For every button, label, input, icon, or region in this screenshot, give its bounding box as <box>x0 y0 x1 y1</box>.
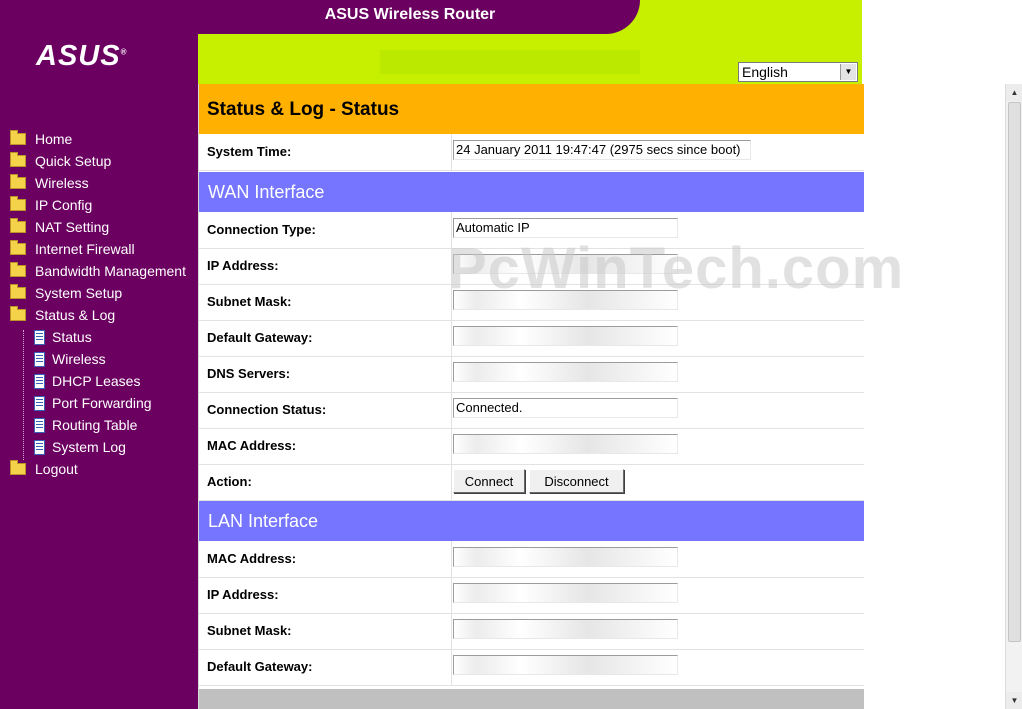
system-time-field[interactable]: 24 January 2011 19:47:47 (2975 secs since boot) <box>453 140 751 160</box>
sidebar-item-bandwidth-management[interactable] <box>10 260 186 282</box>
wan-ip-address-label: IP Address: <box>207 258 279 273</box>
sidebar-item-label: Bandwidth Management <box>35 263 186 279</box>
language-select[interactable] <box>738 62 858 82</box>
sidebar-item-wireless-log[interactable] <box>10 348 186 370</box>
connect-button[interactable]: Connect <box>453 469 525 493</box>
wan-default-gateway-field[interactable] <box>453 326 678 346</box>
sidebar-item-routing-table[interactable] <box>10 414 186 436</box>
sidebar-item-label: Status <box>52 329 92 345</box>
folder-icon <box>10 243 26 255</box>
sidebar-item-system-log[interactable] <box>10 436 186 458</box>
folder-icon <box>10 177 26 189</box>
wan-subnet-mask-label: Subnet Mask: <box>207 294 292 309</box>
banner-title: ASUS Wireless Router <box>324 6 496 23</box>
sidebar-item-label: Quick Setup <box>35 153 112 169</box>
connection-type-field[interactable]: Automatic IP <box>453 218 678 238</box>
sidebar-item-label: NAT Setting <box>35 219 110 235</box>
wan-connection-type-row <box>199 212 864 249</box>
connection-status-label: Connection Status: <box>207 402 327 417</box>
page-icon <box>34 418 45 433</box>
wan-action-row <box>199 464 864 501</box>
lan-ip-address-field[interactable] <box>453 583 678 603</box>
vertical-scrollbar[interactable] <box>1005 84 1022 709</box>
page-title: Status & Log - Status <box>207 99 400 120</box>
folder-icon <box>10 133 26 145</box>
chevron-down-icon[interactable]: ▼ <box>840 64 856 80</box>
lan-mac-address-field[interactable] <box>453 547 678 567</box>
sidebar-item-label: IP Config <box>35 197 93 213</box>
lan-default-gateway-label: Default Gateway: <box>207 659 313 674</box>
sidebar-item-label: System Log <box>52 439 126 455</box>
scroll-up-icon[interactable]: ▲ <box>1006 84 1022 101</box>
wan-default-gateway-label: Default Gateway: <box>207 330 313 345</box>
connection-status-field[interactable]: Connected. <box>453 398 678 418</box>
wan-mac-address-label: MAC Address: <box>207 438 297 453</box>
page-icon <box>34 440 45 455</box>
connection-type-label: Connection Type: <box>207 222 316 237</box>
wan-mac-address-field[interactable] <box>453 434 678 454</box>
wan-ip-address-row <box>199 248 864 285</box>
footer-bar <box>199 689 864 709</box>
sidebar-item-label: System Setup <box>35 285 123 301</box>
wan-subnet-mask-row <box>199 284 864 321</box>
sidebar-item-ip-config[interactable] <box>10 194 186 216</box>
banner-decoration <box>380 50 640 74</box>
sidebar-item-label: Routing Table <box>52 417 138 433</box>
lan-ip-address-row <box>199 577 864 614</box>
scroll-down-icon[interactable]: ▼ <box>1006 692 1022 709</box>
system-time-label: System Time: <box>207 144 292 159</box>
lan-default-gateway-field[interactable] <box>453 655 678 675</box>
asus-logo: ASUS® <box>36 40 128 72</box>
main-content <box>198 84 865 709</box>
sidebar-item-port-forwarding[interactable] <box>10 392 186 414</box>
sidebar-item-label: Port Forwarding <box>52 395 152 411</box>
dns-servers-field[interactable] <box>453 362 678 382</box>
watermark: PcWinTech.com <box>448 236 905 301</box>
sidebar-nav <box>10 128 186 480</box>
page-icon <box>34 352 45 367</box>
system-time-row <box>199 134 864 171</box>
sidebar-item-label: Wireless <box>52 351 106 367</box>
lan-subnet-mask-field[interactable] <box>453 619 678 639</box>
lan-subnet-mask-row <box>199 613 864 650</box>
page-icon <box>34 330 45 345</box>
lan-ip-address-label: IP Address: <box>207 587 279 602</box>
lan-interface-heading: LAN Interface <box>199 501 864 541</box>
dns-servers-label: DNS Servers: <box>207 366 291 381</box>
sidebar-item-home[interactable] <box>10 128 186 150</box>
wan-interface-heading: WAN Interface <box>199 172 864 212</box>
folder-icon <box>10 199 26 211</box>
wan-subnet-mask-field[interactable] <box>453 290 678 310</box>
sidebar-item-label: Home <box>35 131 73 147</box>
sidebar-item-status-log[interactable] <box>10 304 186 326</box>
scrollbar-thumb[interactable] <box>1008 102 1021 642</box>
sidebar-item-label: Internet Firewall <box>35 241 135 257</box>
sidebar-item-internet-firewall[interactable] <box>10 238 186 260</box>
language-selected: English <box>742 64 788 80</box>
lan-subnet-mask-label: Subnet Mask: <box>207 623 292 638</box>
sidebar-item-logout[interactable] <box>10 458 186 480</box>
folder-open-icon <box>10 309 26 321</box>
sidebar-item-label: Logout <box>35 461 78 477</box>
page-icon <box>34 374 45 389</box>
lan-mac-address-label: MAC Address: <box>207 551 297 566</box>
sidebar <box>0 0 198 709</box>
lan-default-gateway-row <box>199 649 864 686</box>
sidebar-item-label: DHCP Leases <box>52 373 141 389</box>
folder-icon <box>10 265 26 277</box>
sidebar-item-label: Wireless <box>35 175 89 191</box>
lan-mac-address-row <box>199 541 864 578</box>
sidebar-item-system-setup[interactable] <box>10 282 186 304</box>
disconnect-button[interactable]: Disconnect <box>529 469 624 493</box>
sidebar-item-quick-setup[interactable] <box>10 150 186 172</box>
folder-icon <box>10 221 26 233</box>
wan-dns-servers-row <box>199 356 864 393</box>
sidebar-item-status[interactable] <box>10 326 186 348</box>
folder-icon <box>10 287 26 299</box>
wan-ip-address-field[interactable] <box>453 254 678 274</box>
sidebar-item-dhcp-leases[interactable] <box>10 370 186 392</box>
folder-icon <box>10 463 26 475</box>
sidebar-item-wireless[interactable] <box>10 172 186 194</box>
sidebar-item-label: Status & Log <box>35 307 116 323</box>
wan-mac-address-row <box>199 428 864 465</box>
sidebar-item-nat-setting[interactable] <box>10 216 186 238</box>
wan-connection-status-row <box>199 392 864 429</box>
page-icon <box>34 396 45 411</box>
folder-icon <box>10 155 26 167</box>
page-header <box>199 84 864 134</box>
wan-default-gateway-row <box>199 320 864 357</box>
action-label: Action: <box>207 474 252 489</box>
